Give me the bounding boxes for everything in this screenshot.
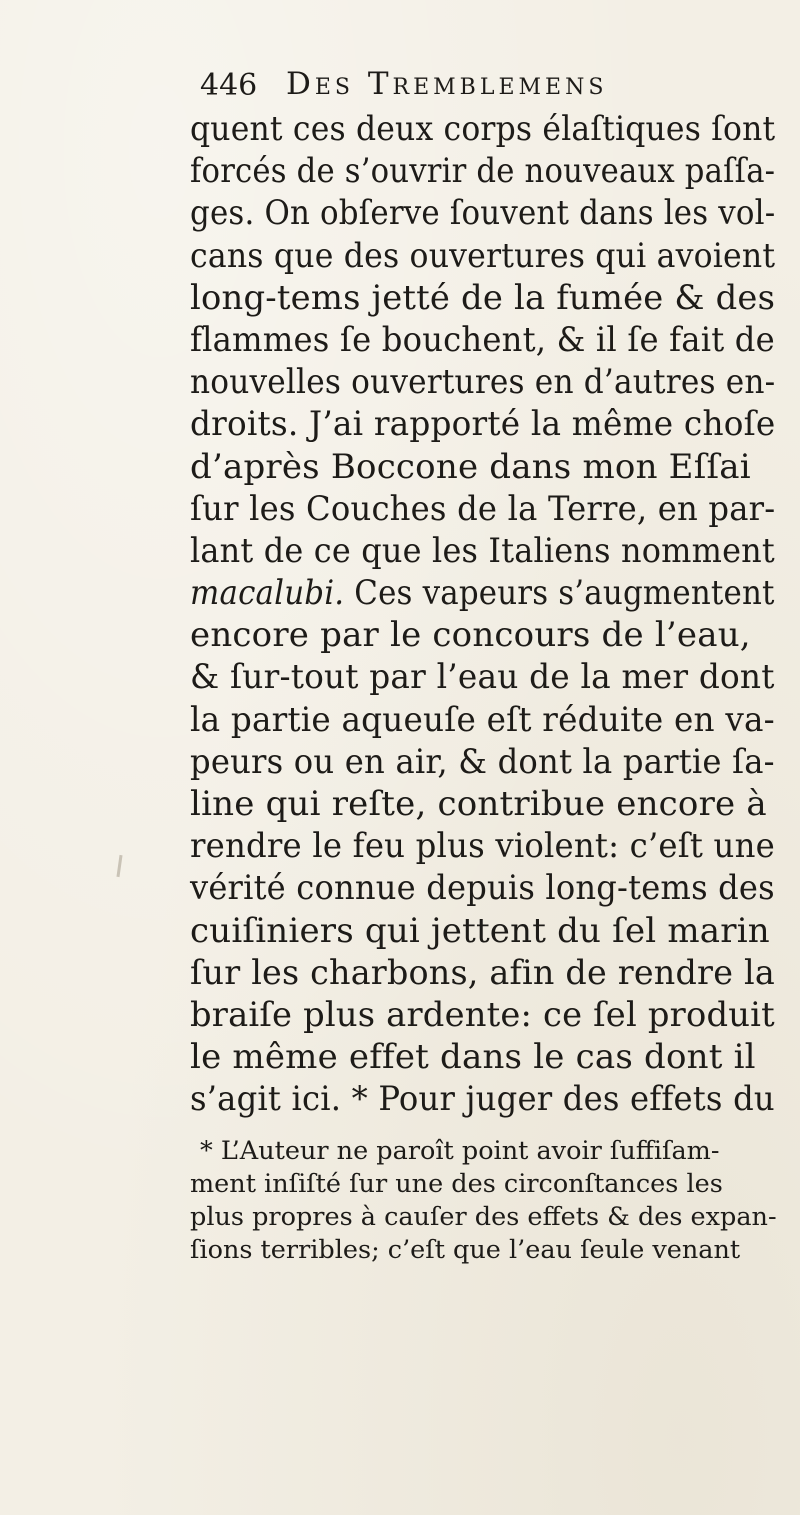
text-line: le même effet dans le cas dont il — [190, 1037, 756, 1078]
text-line: rendre le feu plus violent: c’eſt une — [190, 826, 775, 867]
text-line: ſur les charbons, afin de rendre la — [190, 952, 775, 993]
running-head: Des Tremblemens — [286, 66, 608, 102]
paper-mark — [116, 855, 122, 877]
text-line: lant de ce que les Italiens nomment — [190, 530, 775, 571]
text-line: flammes ſe bouchent, & il ſe fait de — [190, 319, 775, 360]
text-line: ges. On obſerve ſouvent dans les vol- — [190, 193, 776, 234]
footnote-line: ment inſiſté ſur une des circonſtances les — [190, 1169, 723, 1199]
main-text — [190, 108, 776, 1121]
text-line: nouvelles ouvertures en d’autres en- — [190, 362, 776, 403]
footnote — [190, 1135, 782, 1267]
text-line: s’agit ici. * Pour juger des effets du — [190, 1079, 775, 1120]
footnote-line: ſions terribles; c’eſt que l’eau ſeule venant — [190, 1235, 741, 1265]
text-line: braiſe plus ardente: ce ſel produit — [190, 994, 775, 1035]
text-line: long-tems jetté de la fumée & des — [190, 277, 776, 318]
footnote-line: * L’Auteur ne paroît point avoir ſuffiſam- — [200, 1136, 720, 1166]
text-line: d’après Boccone dans mon Eſſai — [190, 446, 751, 487]
page-header — [200, 62, 800, 110]
text-line: vérité connue depuis long-tems des — [190, 868, 775, 909]
text-line: macalubi. Ces vapeurs s’augmentent — [190, 573, 775, 614]
text-line: ſur les Couches de la Terre, en par- — [190, 488, 776, 529]
text-line: cuiſiniers qui jettent du ſel marin — [190, 910, 770, 951]
page-number: 446 — [200, 68, 258, 103]
text-line: cans que des ouvertures qui avoient — [190, 235, 776, 276]
text-line: la partie aqueuſe eſt réduite en va- — [190, 699, 775, 740]
text-line: line qui reſte, contribue encore à — [190, 784, 767, 824]
text-line: & ſur-tout par l’eau de la mer dont — [190, 657, 775, 698]
text-line: droits. J’ai rapporté la même choſe — [190, 404, 776, 445]
italic-term: macalubi. — [190, 573, 345, 614]
text-line: forcés de s’ouvrir de nouveaux paſſa- — [190, 151, 776, 192]
text-line: quent ces deux corps élaſtiques ſont — [190, 109, 776, 149]
text-line: encore par le concours de l’eau, — [190, 615, 751, 656]
footnote-line: plus propres à cauſer des effets & des expan- — [190, 1202, 777, 1232]
text-line: peurs ou en air, & dont la partie ſa- — [190, 741, 775, 782]
